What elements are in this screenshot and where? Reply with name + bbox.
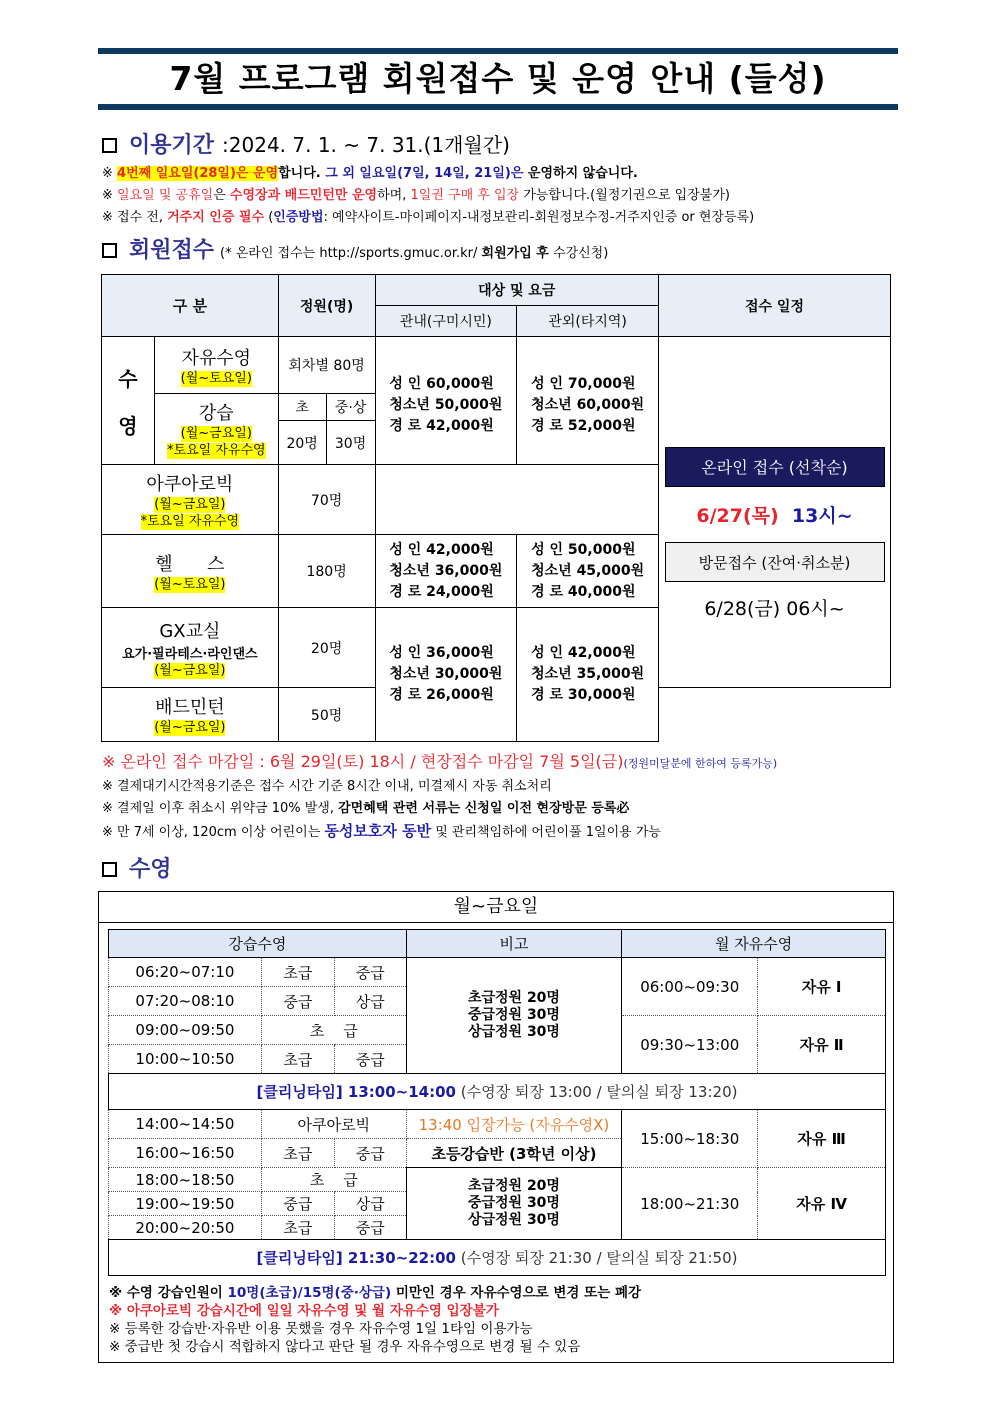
lesson-time: 07:20~08:10 <box>109 987 262 1016</box>
lesson-level: 아쿠아로빅 <box>261 1110 406 1139</box>
note-text: 가능합니다.(월정기권으로 입장불가) <box>519 188 730 203</box>
period-note-1 <box>98 163 898 185</box>
note-blue-text: 동성보호자 동반 <box>324 822 432 840</box>
lesson-time: 06:20~07:10 <box>109 958 262 987</box>
lesson-time: 10:00~10:50 <box>109 1045 262 1074</box>
fee-gym-resident <box>375 535 517 608</box>
morning-remark <box>406 958 622 1074</box>
header-target-fee: 대상 및 요금 <box>375 275 659 306</box>
lesson-level: 중급 <box>261 1192 334 1216</box>
lesson-level: 중급 <box>334 1045 406 1074</box>
header-category: 구 분 <box>102 275 279 337</box>
footnote-min-enrollment <box>109 1284 893 1302</box>
lesson-level: 초급 <box>261 958 334 987</box>
period-label: 이용기간 <box>129 133 215 158</box>
capacity-value: 30명 <box>326 421 375 465</box>
fee-line: 청소년 35,000원 <box>531 666 645 682</box>
fee-swim-nonresident <box>517 337 659 465</box>
schedule-cell <box>659 337 891 688</box>
note-blue-text: 10명(초급)/15명(중·상급) <box>227 1285 392 1301</box>
row-aquarobic <box>102 465 279 535</box>
lesson-level: 초급 <box>261 1216 334 1240</box>
fee-line: 성 인 42,000원 <box>531 645 636 661</box>
membership-note <box>220 242 608 261</box>
header-schedule: 접수 일정 <box>659 275 891 337</box>
period-separator: : <box>222 133 229 157</box>
program-sub: 요가·필라테스·라인댄스 <box>122 646 258 662</box>
remark-line: 초급정원 20명 <box>467 990 560 1006</box>
header-monthly-free: 월 자유수영 <box>622 930 886 958</box>
note-text: 합니다. <box>278 166 326 181</box>
fee-line: 경 로 52,000원 <box>531 418 636 434</box>
footnote-aquarobic: ※ 아쿠아로빅 강습시간에 일일 자유수영 및 월 자유수영 입장불가 <box>109 1303 499 1319</box>
notice-page <box>98 48 898 1363</box>
row-free-swim <box>154 337 278 394</box>
capacity-value: 20명 <box>278 608 375 688</box>
fee-line: 청소년 45,000원 <box>531 562 645 579</box>
membership-label: 회원접수 <box>129 238 215 263</box>
note-mark: ※ <box>102 166 118 181</box>
program-name: 강습 <box>198 403 234 424</box>
fee-line: 청소년 60,000원 <box>531 397 645 413</box>
fee-line: 청소년 36,000원 <box>389 562 503 579</box>
note-text: ( <box>264 210 274 225</box>
swim-label: 수영 <box>129 857 172 882</box>
capacity-value: 20명 <box>278 421 326 465</box>
note-red-text: 일요일 및 공휴일 <box>117 188 214 203</box>
cleaning-label: [클리닝타임] 21:30~22:00 <box>256 1249 456 1267</box>
fee-line: 경 로 30,000원 <box>531 687 636 703</box>
swim-box-title: 월~금요일 <box>99 892 893 923</box>
online-date <box>659 501 890 528</box>
program-days: (월~토요일) <box>154 576 226 592</box>
free-swim-name: 자유 Ⅰ <box>758 958 886 1016</box>
header-resident: 관내(구미시민) <box>375 306 517 337</box>
footnote-intermediate: ※ 중급반 첫 강습시 적합하지 않다고 판단 될 경우 자유수영으로 변경 될 수 있음 <box>109 1339 581 1355</box>
note-text: (* 온라인 접수는 http://sports.gmuc.or.kr/ <box>220 246 482 261</box>
cleaning-time-1 <box>109 1074 886 1110</box>
lesson-level: 초 급 <box>261 1168 406 1192</box>
fee-line: 경 로 26,000원 <box>389 687 494 703</box>
online-date-day: 6/27(목) <box>696 505 779 527</box>
elementary-remark: 초등강습반 (3학년 이상) <box>406 1139 622 1168</box>
free-swim-name: 자유 Ⅳ <box>758 1168 886 1240</box>
capacity-value: 회차별 80명 <box>278 337 375 394</box>
period-section-header <box>98 128 898 159</box>
online-date-time: 13시~ <box>791 505 853 527</box>
checkbox-square-icon <box>102 138 117 153</box>
fee-line: 청소년 30,000원 <box>389 666 503 682</box>
period-note-3 <box>98 207 898 229</box>
program-name: 자유수영 <box>181 347 252 369</box>
note-bold-text: 회원가입 후 <box>481 246 549 261</box>
note-text: 수강신청) <box>548 246 609 261</box>
evening-remark <box>406 1168 622 1240</box>
membership-table <box>101 274 891 742</box>
lesson-level: 중급 <box>334 958 406 987</box>
lesson-time: 18:00~18:50 <box>109 1168 262 1192</box>
program-extra: *토요일 자유수영 <box>167 443 266 458</box>
lesson-level: 초급 <box>261 1139 334 1168</box>
lesson-level: 중급 <box>334 1139 406 1168</box>
free-swim-name: 자유 Ⅱ <box>758 1016 886 1074</box>
visit-date: 6/28(금) 06시~ <box>704 598 845 620</box>
page-title: 7월 프로그램 회원접수 및 운영 안내 (들성) <box>169 59 827 98</box>
fee-line: 성 인 70,000원 <box>531 376 636 392</box>
cancel-note <box>98 798 898 820</box>
lesson-level: 초급 <box>261 1045 334 1074</box>
fee-line: 성 인 36,000원 <box>389 645 494 661</box>
lesson-level: 중급 <box>261 987 334 1016</box>
fee-swim-resident <box>375 337 517 465</box>
highlight-text: 4번째 일요일(28일)은 운영 <box>117 166 279 181</box>
payment-wait-note: ※ 결제대기시간적용기준은 접수 시간 기준 8시간 이내, 미결제시 자동 취소처리 <box>102 779 552 794</box>
fee-line: 경 로 24,000원 <box>389 583 494 600</box>
note-bold-text: 감면혜택 관련 서류는 신청일 이전 현장방문 등록必 <box>338 801 630 816</box>
note-text: ※ 만 7세 이상, 120cm 이상 어린이는 <box>102 825 325 840</box>
program-days: (월~금요일) <box>180 426 252 441</box>
header-capacity: 정원(명) <box>278 275 375 337</box>
program-days: (월~금요일) <box>154 496 226 512</box>
row-lesson <box>154 394 278 465</box>
lesson-time: 09:00~09:50 <box>109 1016 262 1045</box>
header-lesson: 강습수영 <box>109 930 407 958</box>
note-red-text: 거주지 인증 필수 <box>167 210 265 225</box>
fee-gx-resident <box>375 608 517 742</box>
free-swim-name: 자유 Ⅲ <box>758 1110 886 1168</box>
note-text: 및 관리책임하에 어린이풀 1일이용 가능 <box>431 825 661 840</box>
capacity-value: 50명 <box>278 688 375 742</box>
fee-line: 성 인 42,000원 <box>389 541 494 558</box>
cleaning-detail: (수영장 퇴장 13:00 / 탈의실 퇴장 13:20) <box>460 1083 738 1101</box>
fee-line: 경 로 42,000원 <box>389 418 494 434</box>
note-red-text: 1일권 구매 후 입장 <box>410 188 520 203</box>
online-registration-button[interactable]: 온라인 접수 (선착순) <box>665 447 885 487</box>
free-swim-time: 18:00~21:30 <box>622 1168 758 1240</box>
cleaning-label: [클리닝타임] 13:00~14:00 <box>256 1083 456 1101</box>
aquarobic-remark: 13:40 입장가능 (자유수영X) <box>406 1110 622 1139</box>
lesson-time: 14:00~14:50 <box>109 1110 262 1139</box>
membership-section-header <box>98 233 898 264</box>
program-name: 아쿠아로빅 <box>146 473 234 495</box>
child-pool-note <box>98 820 898 844</box>
remark-line: 상급정원 30명 <box>467 1024 560 1040</box>
program-name: GX교실 <box>159 620 221 642</box>
visit-registration-button[interactable]: 방문접수 (잔여·취소분) <box>665 542 885 582</box>
note-text: 운영하지 않습니다. <box>523 166 638 181</box>
free-swim-time: 09:30~13:00 <box>622 1016 758 1074</box>
capacity-value: 70명 <box>278 465 375 535</box>
lesson-time: 16:00~16:50 <box>109 1139 262 1168</box>
free-swim-time: 06:00~09:30 <box>622 958 758 1016</box>
period-note-2 <box>98 185 898 207</box>
swim-label-char: 수 <box>118 366 138 391</box>
note-text: 하며, <box>377 188 411 203</box>
lesson-time: 19:00~19:50 <box>109 1192 262 1216</box>
fee-gym-nonresident <box>517 535 659 608</box>
note-text: 미만인 경우 자유수영으로 변경 또는 폐강 <box>391 1285 642 1301</box>
note-mark: ※ <box>102 210 118 225</box>
title-bar-bottom <box>98 104 898 110</box>
note-red-text: 수영장과 배드민턴만 운영 <box>229 188 378 203</box>
program-name: 배드민턴 <box>155 697 225 718</box>
header-nonresident: 관외(타지역) <box>517 306 659 337</box>
note-text: 은 <box>213 188 230 203</box>
program-name: 헬 스 <box>155 553 225 575</box>
remark-line: 중급정원 30명 <box>467 1007 560 1023</box>
lesson-level: 중급 <box>334 1216 406 1240</box>
lesson-level: 초 급 <box>261 1016 406 1045</box>
capacity-subheader: 중·상 <box>326 394 375 421</box>
checkbox-square-icon <box>102 862 117 877</box>
deadline-small-text: (정원미달분에 한하여 등록가능) <box>623 757 778 770</box>
program-days: (월~금요일) <box>154 720 226 735</box>
row-gx <box>102 608 279 688</box>
cleaning-time-2 <box>109 1240 886 1276</box>
row-health <box>102 535 279 608</box>
remark-line: 중급정원 30명 <box>467 1195 560 1211</box>
free-swim-time: 15:00~18:30 <box>622 1110 758 1168</box>
remark-line: 초급정원 20명 <box>467 1178 560 1194</box>
swim-label-char: 영 <box>118 413 138 438</box>
swim-group-label <box>102 337 155 465</box>
swim-schedule-box <box>98 891 894 1363</box>
capacity-value: 180명 <box>278 535 375 608</box>
deadline-note <box>98 750 898 776</box>
cleaning-detail: (수영장 퇴장 21:30 / 탈의실 퇴장 21:50) <box>460 1249 738 1267</box>
program-extra: *토요일 자유수영 <box>140 513 240 529</box>
program-days: (월~토요일) <box>180 370 252 386</box>
row-badminton <box>102 688 279 742</box>
deadline-text: ※ 온라인 접수 마감일 : 6월 29일(토) 18시 / 현장접수 마감일 7월 5일(금) <box>102 752 624 771</box>
fee-line: 청소년 50,000원 <box>389 397 503 413</box>
footnote-makeup: ※ 등록한 강습반·자유반 이용 못했을 경우 자유수영 1일 1타임 이용가능 <box>109 1321 533 1337</box>
note-text: : 예약사이트-마이페이지-내정보관리-회원정보수정-거주지인증 or 현장등록) <box>323 210 755 225</box>
remark-line: 상급정원 30명 <box>467 1212 560 1228</box>
capacity-subheader: 초 <box>278 394 326 421</box>
note-text: ※ 수영 강습인원이 <box>109 1285 228 1301</box>
fee-gx-nonresident <box>517 608 659 742</box>
period-value: 2024. 7. 1. ~ 7. 31.(1개월간) <box>228 133 510 157</box>
checkbox-square-icon <box>102 243 117 258</box>
fee-line: 성 인 60,000원 <box>389 376 494 392</box>
swim-section-header <box>98 852 898 883</box>
lesson-level: 상급 <box>334 987 406 1016</box>
program-days: (월~금요일) <box>154 662 226 678</box>
note-blue-text: 그 외 일요일(7일, 14일, 21일)은 <box>325 166 524 181</box>
lesson-time: 20:00~20:50 <box>109 1216 262 1240</box>
swim-footnotes <box>99 1284 893 1356</box>
lesson-level: 상급 <box>334 1192 406 1216</box>
note-text: ※ 결제일 이후 취소시 위약금 10% 발생, <box>102 801 339 816</box>
header-remark: 비고 <box>406 930 622 958</box>
note-text: 접수 전, <box>117 210 168 225</box>
fee-line: 성 인 50,000원 <box>531 541 636 558</box>
note-blue-text: 인증방법 <box>273 210 324 225</box>
fee-line: 경 로 40,000원 <box>531 583 636 600</box>
swim-schedule-table <box>108 929 886 1276</box>
note-mark: ※ <box>102 188 118 203</box>
